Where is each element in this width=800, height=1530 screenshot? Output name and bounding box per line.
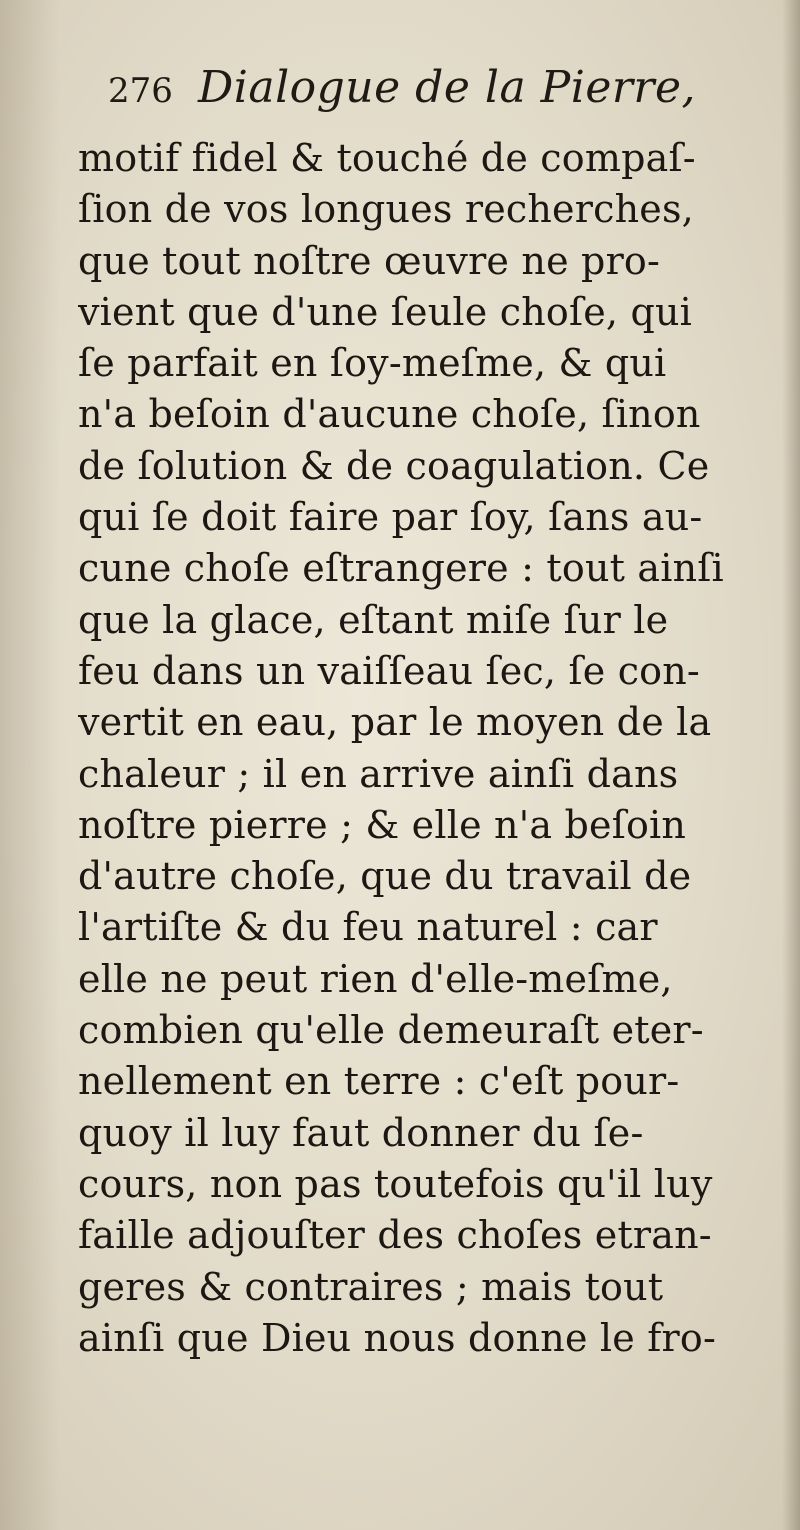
text-line: de ſolution & de coagulation. Ce: [78, 443, 710, 488]
text-line: n'a beſoin d'aucune choſe, ſinon: [78, 392, 701, 437]
text-line: cours, non pas toutefois qu'il luy: [78, 1161, 713, 1206]
page-edge: [782, 0, 800, 1530]
text-line: geres & contraires ; mais tout: [78, 1264, 664, 1309]
text-line: qui ſe doit faire par ſoy, ſans au-: [78, 495, 703, 540]
spine-shadow: [0, 0, 60, 1530]
page-number: 276: [108, 71, 173, 111]
text-line: vertit en eau, par le moyen de la: [78, 700, 712, 745]
running-title: Dialogue de la Pierre,: [198, 62, 696, 113]
page-header: [108, 62, 768, 132]
text-line: que tout noſtre œuvre ne pro-: [78, 238, 661, 283]
body-text: [78, 133, 778, 1364]
text-line: chaleur ; il en arrive ainſi dans: [78, 751, 679, 796]
text-line: noſtre pierre ; & elle n'a beſoin: [78, 802, 687, 847]
text-line: motif fidel & touché de compaſ-: [78, 136, 696, 180]
text-line: feu dans un vaiſſeau ſec, ſe con-: [78, 648, 700, 693]
text-line: quoy il luy faut donner du ſe-: [78, 1110, 644, 1155]
text-line: ſe parfait en ſoy-meſme, & qui: [78, 341, 667, 386]
text-line: vient que d'une ſeule choſe, qui: [78, 289, 693, 334]
text-line: ſion de vos longues recherches,: [78, 187, 694, 232]
text-line: faille adjouſter des choſes etran-: [78, 1213, 712, 1258]
text-line: que la glace, eſtant miſe ſur le: [78, 597, 669, 642]
text-line: l'artiſte & du feu naturel : car: [78, 905, 658, 950]
text-line: d'autre choſe, que du travail de: [78, 854, 692, 899]
text-line: nellement en terre : c'eſt pour-: [78, 1059, 680, 1104]
text-line: elle ne peut rien d'elle-meſme,: [78, 956, 673, 1001]
text-line: ainſi que Dieu nous donne le fro-: [78, 1315, 716, 1360]
text-line: cune choſe eſtrangere : tout ainſi: [78, 546, 724, 591]
text-line: combien qu'elle demeuraſt eter-: [78, 1008, 704, 1053]
